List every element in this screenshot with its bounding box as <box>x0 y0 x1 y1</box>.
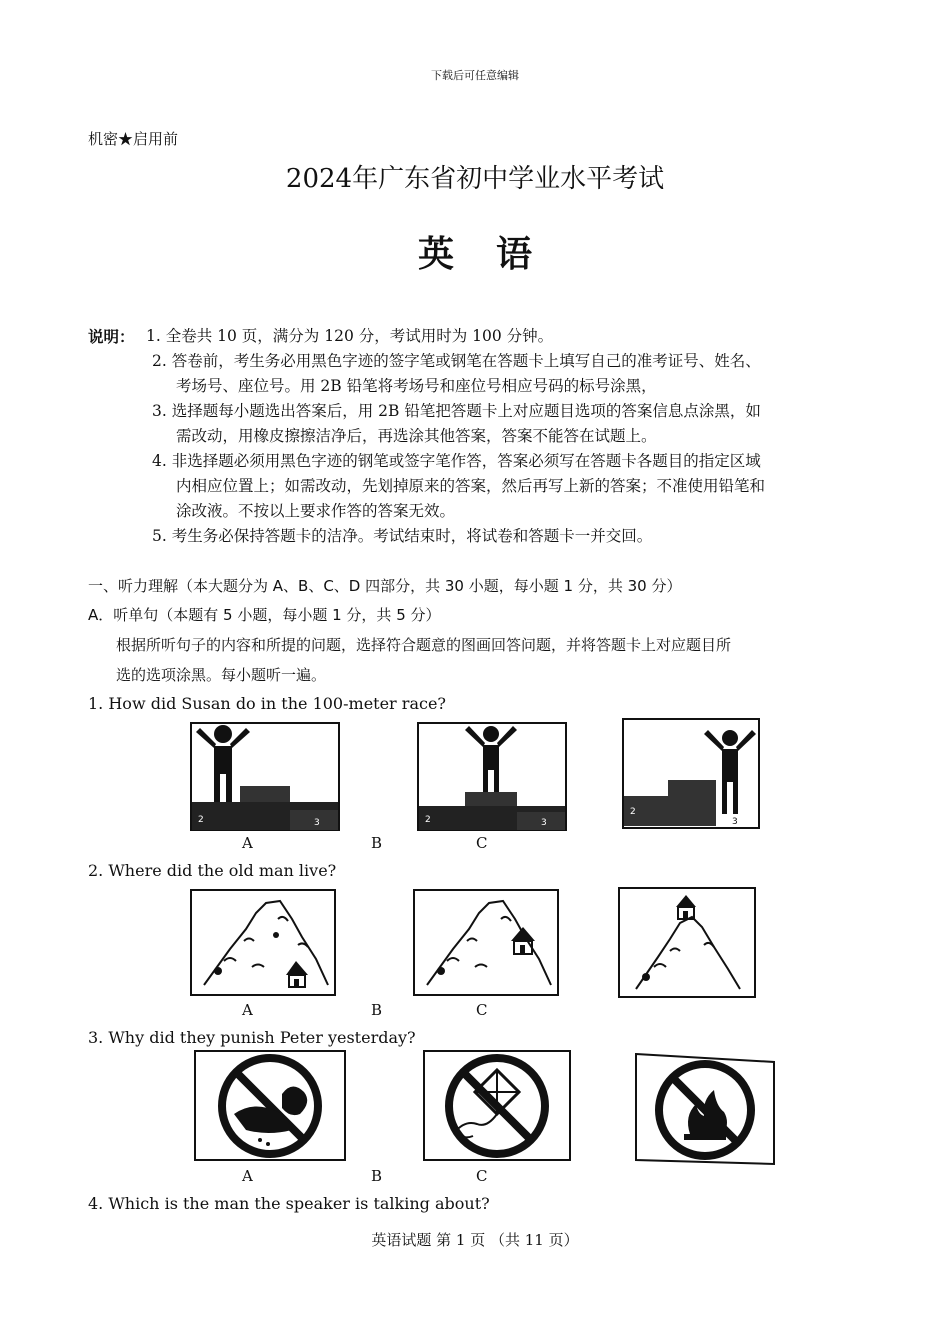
instruction-5: 5. 考生务必保持答题卡的洁净。考试结束时，将试卷和答题卡一并交回。 <box>152 527 653 545</box>
exam-title: 2024年广东省初中学业水平考试 <box>285 164 665 194</box>
top-note: 下载后可任意编辑 <box>431 69 519 82</box>
instruction-4-line-1: 4. 非选择题必须用黑色字迹的钢笔或签字笔作答，答案必须写在答题卡各题目的指定区域 <box>152 452 761 470</box>
q1-option-a: A <box>242 834 253 852</box>
question-4-text: 4. Which is the man the speaker is talking about? <box>88 1194 490 1213</box>
q3-picture-c <box>634 1052 776 1166</box>
part-a-desc-line-2: 选的选项涂黑。每小题听一遍。 <box>116 666 327 684</box>
q3-option-c: C <box>476 1167 488 1185</box>
subject-title: 英语 <box>417 233 574 275</box>
q2-picture-b <box>413 889 559 997</box>
question-2-text: 2. Where did the old man live? <box>88 861 337 880</box>
q2-option-a: A <box>242 1001 253 1019</box>
q1-picture-b <box>417 722 567 832</box>
q1-picture-c <box>622 718 760 830</box>
svg-text:2: 2 <box>425 815 431 825</box>
question-3-text: 3. Why did they punish Peter yesterday? <box>88 1028 416 1047</box>
svg-text:2: 2 <box>630 807 636 817</box>
q3-picture-a <box>194 1050 346 1162</box>
q1-option-b: B <box>371 834 383 852</box>
q1-option-c: C <box>476 834 488 852</box>
svg-text:3: 3 <box>541 818 547 828</box>
question-1-text: 1. How did Susan do in the 100-meter race? <box>88 694 446 713</box>
confidential-label: 机密★启用前 <box>88 130 179 148</box>
page-footer: 英语试题 第 1 页 （共 11 页） <box>371 1231 579 1249</box>
svg-text:2: 2 <box>198 815 204 825</box>
instructions-label: 说明： <box>88 327 135 346</box>
q2-picture-c <box>618 887 756 999</box>
q3-picture-b <box>423 1050 571 1162</box>
svg-text:3: 3 <box>732 817 738 827</box>
q3-option-a: A <box>242 1167 253 1185</box>
section-1-title: 一、听力理解（本大题分为 A、B、C、D 四部分，共 30 小题，每小题 1 分，共 30 分） <box>88 577 682 595</box>
instruction-4-line-3: 涂改液。不按以上要求作答的答案无效。 <box>176 502 456 520</box>
q3-option-b: B <box>371 1167 383 1185</box>
instruction-2-line-1: 2. 答卷前，考生务必用黑色字迹的签字笔或钢笔在答题卡上填写自己的准考证号、姓名、 <box>152 352 761 370</box>
instruction-1: 1. 全卷共 10 页，满分为 120 分，考试用时为 100 分钟。 <box>146 327 554 345</box>
part-a-title: A．听单句（本题有 5 小题，每小题 1 分，共 5 分） <box>88 606 441 624</box>
q2-option-b: B <box>371 1001 383 1019</box>
q2-picture-a <box>190 889 336 997</box>
instruction-3-line-1: 3. 选择题每小题选出答案后，用 2B 铅笔把答题卡上对应题目选项的答案信息点涂黑，如 <box>152 402 761 420</box>
q1-picture-a <box>190 722 340 832</box>
svg-text:3: 3 <box>314 818 320 828</box>
part-a-desc-line-1: 根据所听句子的内容和所提的问题，选择符合题意的图画回答问题，并将答题卡上对应题目所 <box>116 636 732 654</box>
instruction-4-line-2: 内相应位置上；如需改动，先划掉原来的答案，然后再写上新的答案；不准使用铅笔和 <box>176 477 766 495</box>
instruction-3-line-2: 需改动，用橡皮擦擦洁净后，再选涂其他答案，答案不能答在试题上。 <box>176 427 657 445</box>
instruction-2-line-2: 考场号、座位号。用 2B 铅笔将考场号和座位号相应号码的标号涂黑， <box>176 377 657 395</box>
q2-option-c: C <box>476 1001 488 1019</box>
